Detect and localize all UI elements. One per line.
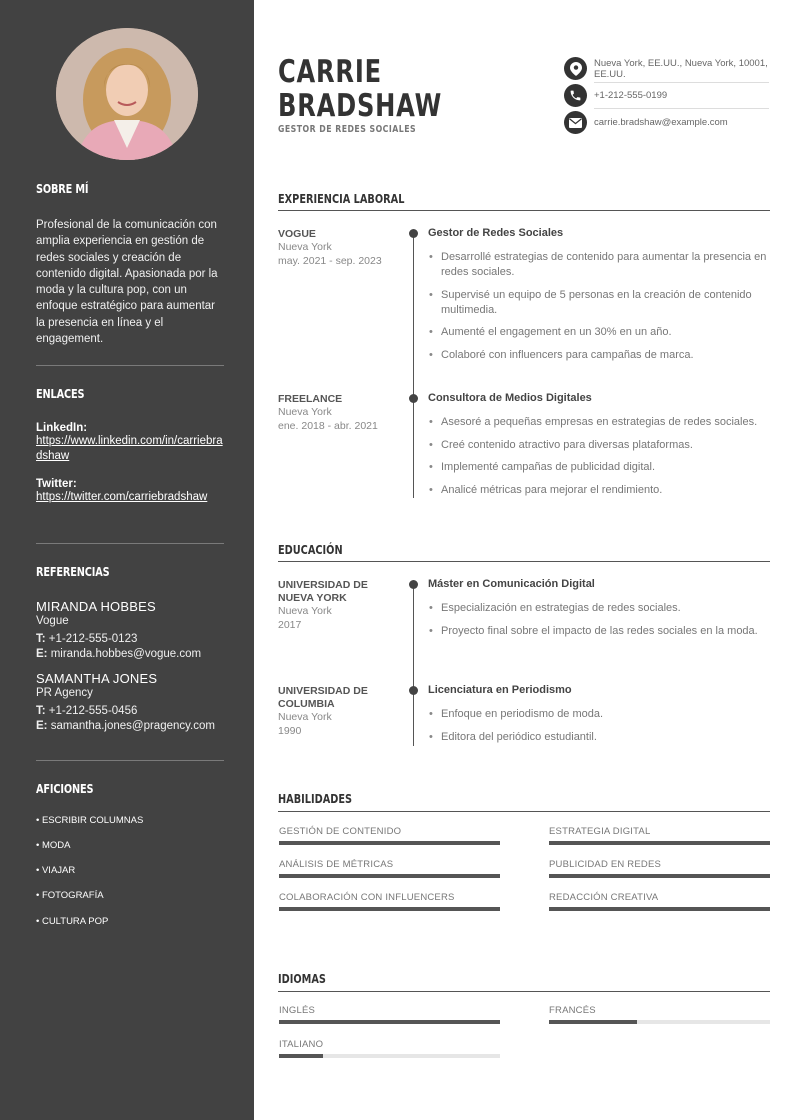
skill-bar: [279, 841, 500, 845]
divider: [36, 365, 224, 366]
experience-org: FREELANCE: [278, 393, 343, 405]
skill-item: [279, 859, 500, 878]
education-location: Nueva York: [278, 711, 332, 723]
references-heading: REFERENCIAS: [36, 564, 110, 579]
skill-bar: [279, 874, 500, 878]
list-item: • Aumenté el engagement en un 30% en un año.: [428, 325, 773, 340]
reference-name: MIRANDA HOBBES: [36, 599, 156, 614]
hobbies-heading: AFICIONES: [36, 781, 94, 796]
skill-bar-fill: [549, 874, 770, 878]
list-item: • Enfoque en periodismo de moda.: [428, 707, 773, 722]
hobby-item: • VIAJAR: [36, 865, 76, 876]
divider: [36, 760, 224, 761]
hobby-item: • CULTURA POP: [36, 916, 109, 927]
education-location: Nueva York: [278, 605, 332, 617]
contact-email[interactable]: carrie.bradshaw@example.com: [594, 117, 728, 128]
link-label: Twitter:: [36, 478, 77, 490]
language-label: INGLÉS: [279, 1005, 316, 1016]
list-item: • Colaboré con influencers para campañas de marca.: [428, 348, 773, 363]
skill-bar-fill: [549, 841, 770, 845]
reference-company: PR Agency: [36, 687, 93, 699]
education-degree: Máster en Comunicación Digital: [428, 578, 595, 590]
email-icon: [564, 111, 587, 134]
experience-bullets: [428, 415, 773, 505]
list-item: • Desarrollé estrategias de contenido para aumentar la presencia en redes sociales.: [428, 250, 773, 280]
timeline-dot: [409, 394, 418, 403]
link-label: LinkedIn:: [36, 422, 88, 434]
education-dates: 2017: [278, 619, 302, 631]
reference-name: SAMANTHA JONES: [36, 671, 158, 686]
experience-role: Gestor de Redes Sociales: [428, 227, 564, 239]
language-label: FRANCÉS: [549, 1005, 596, 1016]
references-section: [36, 564, 224, 734]
hobby-item: • FOTOGRAFÍA: [36, 890, 104, 901]
reference-phone: T: +1-212-555-0123: [36, 633, 138, 645]
contact-address: Nueva York, EE.UU., Nueva York, 10001, EE.UU.: [594, 58, 768, 80]
about-section: [36, 181, 224, 347]
experience-org: VOGUE: [278, 228, 316, 240]
language-bar: [549, 1020, 770, 1024]
contact-phone: +1-212-555-0199: [594, 90, 668, 101]
hobby-item: • MODA: [36, 840, 71, 851]
reference-company: Vogue: [36, 615, 69, 627]
education-timeline: [413, 584, 414, 746]
experience-role: Consultora de Medios Digitales: [428, 392, 592, 404]
skill-bar: [549, 841, 770, 845]
skill-item: [279, 892, 500, 911]
sidebar: [0, 0, 254, 1120]
language-bar-fill: [279, 1020, 500, 1024]
skill-label: GESTIÓN DE CONTENIDO: [279, 826, 402, 837]
language-bar-fill: [279, 1054, 323, 1058]
profile-photo: [56, 28, 198, 160]
skill-bar: [549, 907, 770, 911]
skill-item: [549, 826, 770, 845]
phone-icon: [564, 84, 587, 107]
about-text: Profesional de la comunicación con amplia experiencia en gestión de redes sociales y creación de contenido digital. Apasionada por la moda y la cultura pop, con un enfoque estratégico para aumentar la presencia en línea y el engagement.: [36, 219, 218, 346]
list-item: • Asesoré a pequeñas empresas en estrategias de redes sociales.: [428, 415, 773, 430]
links-heading: ENLACES: [36, 386, 85, 401]
divider: [36, 543, 224, 544]
hobbies-section: [36, 781, 224, 941]
skill-bar-fill: [279, 841, 500, 845]
about-heading: SOBRE MÍ: [36, 181, 89, 196]
skill-label: PUBLICIDAD EN REDES: [549, 859, 662, 870]
skill-bar: [279, 907, 500, 911]
list-item: • Editora del periódico estudiantil.: [428, 730, 773, 745]
education-org: UNIVERSIDAD DE NUEVA YORK: [278, 579, 368, 604]
link-twitter: [36, 478, 224, 505]
reference-item: [36, 671, 224, 734]
experience-location: Nueva York: [278, 406, 332, 418]
education-bullets: [428, 707, 773, 752]
experience-dates: ene. 2018 - abr. 2021: [278, 420, 378, 432]
section-rule: [278, 210, 770, 211]
experience-heading: EXPERIENCIA LABORAL: [278, 191, 405, 206]
links-section: [36, 386, 224, 505]
reference-item: [36, 599, 224, 662]
skill-bar-fill: [279, 907, 500, 911]
timeline-dot: [409, 580, 418, 589]
experience-dates: may. 2021 - sep. 2023: [278, 255, 382, 267]
language-bar: [279, 1054, 500, 1058]
section-rule: [278, 561, 770, 562]
skill-label: REDACCIÓN CREATIVA: [549, 892, 659, 903]
list-item: • Implementé campañas de publicidad digital.: [428, 460, 773, 475]
language-bar-fill: [549, 1020, 637, 1024]
location-pin-icon: [564, 57, 587, 80]
language-item: [549, 1005, 770, 1024]
list-item: • Creé contenido atractivo para diversas plataformas.: [428, 438, 773, 453]
contact-divider: [594, 82, 769, 83]
first-name: CARRIE: [278, 54, 382, 90]
twitter-link[interactable]: https://twitter.com/carriebradshaw: [36, 491, 208, 503]
skill-bar-fill: [279, 874, 500, 878]
education-bullets: [428, 601, 773, 646]
language-label: ITALIANO: [279, 1039, 324, 1050]
language-item: [279, 1039, 500, 1058]
list-item: • Especialización en estrategias de redes sociales.: [428, 601, 773, 616]
language-bar: [279, 1020, 500, 1024]
timeline-dot: [409, 686, 418, 695]
job-title: GESTOR DE REDES SOCIALES: [278, 124, 417, 135]
reference-phone: T: +1-212-555-0456: [36, 705, 138, 717]
languages-heading: IDIOMAS: [278, 971, 326, 986]
skill-label: COLABORACIÓN CON INFLUENCERS: [279, 892, 455, 903]
skill-item: [279, 826, 500, 845]
section-rule: [278, 991, 770, 992]
hobby-item: • ESCRIBIR COLUMNAS: [36, 815, 144, 826]
skills-heading: HABILIDADES: [278, 791, 353, 806]
education-org: UNIVERSIDAD DE COLUMBIA: [278, 685, 368, 710]
linkedin-link[interactable]: https://www.linkedin.com/in/carriebradshaw: [36, 435, 223, 462]
link-linkedin: [36, 422, 224, 464]
education-dates: 1990: [278, 725, 302, 737]
language-item: [279, 1005, 500, 1024]
reference-email: E: miranda.hobbes@vogue.com: [36, 648, 202, 660]
list-item: • Proyecto final sobre el impacto de las redes sociales en la moda.: [428, 624, 773, 639]
skill-item: [549, 892, 770, 911]
experience-location: Nueva York: [278, 241, 332, 253]
list-item: • Supervisé un equipo de 5 personas en la creación de contenido multimedia.: [428, 288, 773, 318]
reference-email: E: samantha.jones@pragency.com: [36, 720, 215, 732]
skill-label: ESTRATEGIA DIGITAL: [549, 826, 651, 837]
last-name: BRADSHAW: [278, 88, 443, 124]
skill-item: [549, 859, 770, 878]
experience-bullets: [428, 250, 773, 370]
skill-bar-fill: [549, 907, 770, 911]
section-rule: [278, 811, 770, 812]
skill-label: ANÁLISIS DE MÉTRICAS: [279, 859, 394, 870]
contact-divider: [594, 108, 769, 109]
education-degree: Licenciatura en Periodismo: [428, 684, 572, 696]
education-heading: EDUCACIÓN: [278, 542, 343, 557]
timeline-dot: [409, 229, 418, 238]
list-item: • Analicé métricas para mejorar el rendimiento.: [428, 483, 773, 498]
experience-timeline: [413, 233, 414, 498]
skill-bar: [549, 874, 770, 878]
